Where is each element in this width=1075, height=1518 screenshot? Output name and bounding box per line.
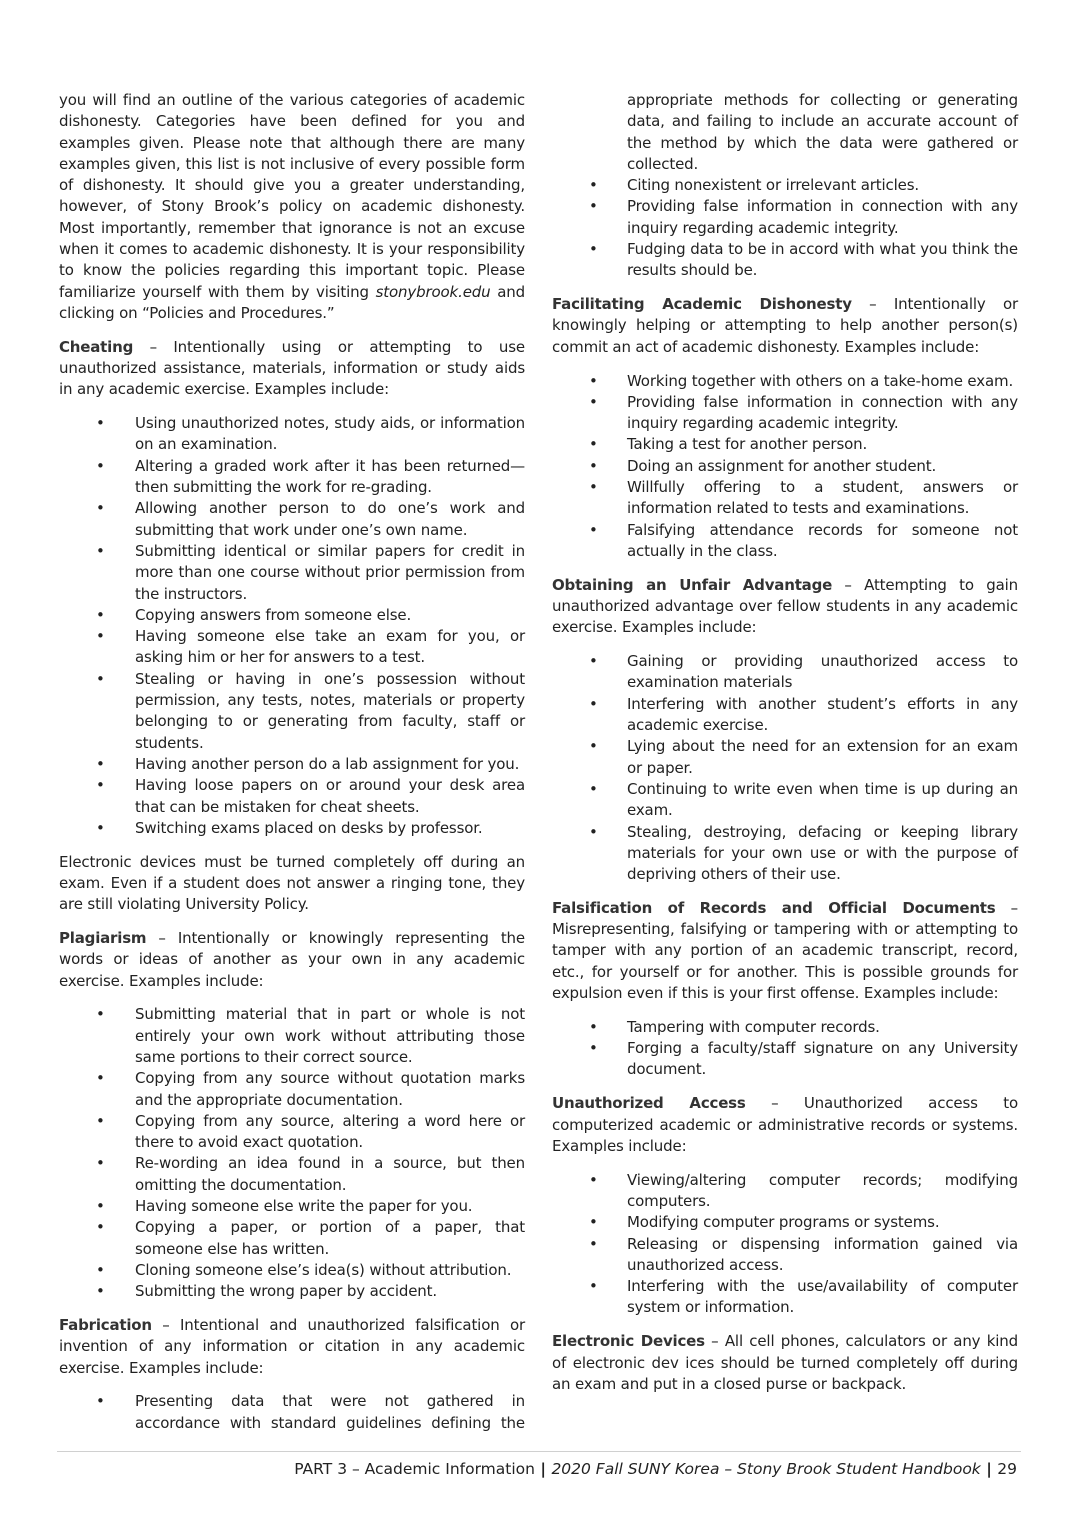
bullet-icon: • — [96, 1069, 105, 1088]
list-item-text: Altering a graded work after it has been returned—then submitting the work for re-grading. — [135, 456, 525, 497]
list-item — [59, 541, 525, 605]
falsification-list — [552, 1017, 1018, 1081]
bullet-icon: • — [589, 240, 598, 259]
list-item-text: Forging a faculty/staff signature on any University document. — [627, 1039, 1018, 1079]
list-item — [59, 1281, 525, 1302]
list-item: • Presenting data that were not gathered in accordance with standard guidelines defining the — [96, 1392, 525, 1432]
bullet-icon: • — [96, 605, 105, 624]
list-item-text: Allowing another person to do one’s work and submitting that work under one’s own name. — [135, 499, 525, 539]
list-item — [59, 775, 525, 818]
unauthorized-access-term: Unauthorized Access — [552, 1094, 746, 1113]
bullet-icon: • — [589, 392, 598, 411]
list-item-text: Re-wording an idea found in a source, but then omitting the documentation. — [135, 1154, 525, 1194]
list-item-text: Submitting identical or similar papers for credit in more than one course without prior permission from the instructors. — [135, 541, 525, 603]
list-item — [59, 1217, 525, 1260]
plagiarism-term: Plagiarism — [59, 928, 147, 947]
bullet-icon: • — [96, 1218, 105, 1237]
list-item — [552, 456, 1018, 477]
list-item-text: Modifying computer programs or systems. — [627, 1213, 940, 1232]
bullet-icon: • — [96, 456, 105, 475]
list-item-text: Continuing to write even when time is up during an exam. — [627, 779, 1018, 820]
list-item — [552, 779, 1018, 822]
bullet-icon: • — [96, 1197, 105, 1216]
bullet-icon: • — [96, 541, 105, 560]
bullet-icon: • — [96, 499, 105, 518]
list-item — [552, 239, 1018, 282]
list-item — [59, 626, 525, 669]
bullet-icon: • — [589, 478, 598, 497]
fabrication-list-start — [59, 1391, 525, 1434]
bullet-icon: • — [589, 1170, 598, 1189]
list-item — [552, 392, 1018, 435]
list-item-text: Providing false information in connection with any inquiry regarding academic integrity. — [627, 197, 1018, 237]
intro-paragraph: you will find an outline of the various categories of academic dishonesty. Categories have been defined for you and examples given. Please note that although there are many examples given, this list is not inclusive of every possible form of dishonesty. It should give you a greater understanding, however, of Stony Brook’s policy on academic dishonesty. Most importantly, remember that ignorance is not an excuse when it comes to academic dishonesty. It is your responsibility to know the policies regarding this important topic. Please familiarize yourself with them by visiting stonybrook.edu and clicking on “Policies and Procedures.” — [59, 91, 525, 322]
list-item-text: Fudging data to be in accord with what you think the results should be. — [627, 240, 1018, 280]
bullet-icon: • — [96, 669, 105, 688]
footer-separator: | — [534, 1460, 552, 1478]
footer-divider — [57, 1451, 1021, 1452]
footer-separator: | — [980, 1460, 998, 1478]
electronic-devices-definition: Electronic Devices – All cell phones, calculators or any kind of electronic dev ices should be turned completely off during an exam and put in a closed purse or backpack. — [552, 1332, 1018, 1393]
list-item — [552, 1038, 1018, 1081]
electronic-note: Electronic devices must be turned completely off during an exam. Even if a student does not answer a ringing tone, they are still violating University Policy. — [59, 852, 525, 914]
list-item-text: Stealing or having in one’s possession without permission, any tests, notes, materials or property belonging to or generating from faculty, staff or students. — [135, 669, 525, 752]
list-item-text: Gaining or providing unauthorized access to examination materials — [627, 652, 1018, 692]
list-item-text: Using unauthorized notes, study aids, or information on an examination. — [135, 414, 525, 454]
list-item-text: Submitting the wrong paper by accident. — [135, 1282, 437, 1301]
list-item-text: Having someone else write the paper for you. — [135, 1197, 473, 1216]
list-item-text: Switching exams placed on desks by professor. — [135, 818, 483, 837]
list-item — [552, 196, 1018, 239]
list-item — [59, 456, 525, 499]
bullet-icon: • — [96, 1392, 105, 1411]
bullet-icon: • — [589, 779, 598, 798]
bullet-icon: • — [96, 1111, 105, 1130]
unfair-advantage-list — [552, 651, 1018, 885]
fabrication-list-rest — [552, 175, 1018, 281]
right-column — [552, 90, 1018, 1408]
list-item-text: Submitting material that in part or whole is not entirely your own work without attributing those same portions to their correct source. — [135, 1005, 525, 1066]
list-item — [59, 1068, 525, 1111]
bullet-icon: • — [589, 435, 598, 454]
bullet-icon: • — [589, 1039, 598, 1058]
list-item — [552, 822, 1018, 886]
list-item-text: Copying a paper, or portion of a paper, that someone else has written. — [135, 1218, 525, 1258]
bullet-icon: • — [589, 176, 598, 195]
list-item-text: Having loose papers on or around your desk area that can be mistaken for cheat sheets. — [135, 776, 525, 816]
bullet-icon: • — [589, 520, 598, 539]
list-item-text: Having another person do a lab assignment for you. — [135, 754, 520, 773]
facilitating-list — [552, 371, 1018, 563]
bullet-icon: • — [589, 1017, 598, 1036]
list-item-text: Copying from any source, altering a word here or there to avoid exact quotation. — [135, 1111, 525, 1152]
footer-handbook-title: 2020 Fall SUNY Korea – Stony Brook Student Handbook — [551, 1460, 981, 1478]
facilitating-definition: Facilitating Academic Dishonesty – Intentionally or knowingly helping or attempting to help another person(s) commit an act of academic dishonesty. Examples include: — [552, 295, 1019, 356]
list-item — [59, 498, 525, 541]
list-item — [59, 818, 525, 839]
bullet-icon: • — [589, 822, 598, 841]
bullet-icon: • — [96, 1260, 105, 1279]
list-item-text: Working together with others on a take-home exam. — [627, 371, 1014, 390]
bullet-icon: • — [589, 456, 598, 475]
electronic-devices-term: Electronic Devices — [552, 1332, 705, 1351]
fabrication-definition: Fabrication – Intentional and unauthorized falsification or invention of any information or citation in any academic exercise. Examples include: — [59, 1316, 525, 1377]
bullet-icon: • — [589, 737, 598, 756]
fabrication-term: Fabrication — [59, 1316, 152, 1335]
bullet-icon: • — [589, 652, 598, 671]
list-item — [59, 1260, 525, 1281]
list-item — [59, 1196, 525, 1217]
list-item — [552, 694, 1018, 737]
list-item-text: Copying answers from someone else. — [135, 605, 412, 624]
list-item-text: Viewing/altering computer records; modifying computers. — [627, 1170, 1018, 1210]
list-item — [59, 1004, 525, 1068]
list-item-text: Doing an assignment for another student. — [627, 456, 937, 475]
bullet-icon: • — [589, 197, 598, 216]
list-item-text: Willfully offering to a student, answers or information related to tests and examinations. — [627, 478, 1018, 518]
fabrication-list-continued — [552, 90, 1018, 175]
list-item — [552, 1212, 1018, 1233]
list-item — [552, 1170, 1018, 1213]
bullet-icon: • — [96, 627, 105, 646]
plagiarism-list — [59, 1004, 525, 1302]
page-footer — [294, 1460, 1017, 1478]
list-item-text: Having someone else take an exam for you, or asking him or her for answers to a test. — [135, 627, 525, 667]
page-number: 29 — [997, 1460, 1017, 1478]
bullet-icon: • — [96, 754, 105, 773]
cheating-list — [59, 413, 525, 839]
list-item — [552, 1017, 1018, 1038]
bullet-icon: • — [96, 776, 105, 795]
list-item-continued: appropriate methods for collecting or generating data, and failing to include an accurate account of the method by which the data were gathered or collected. — [627, 91, 1018, 173]
falsification-definition: Falsification of Records and Official Documents – Misrepresenting, falsifying or tampering with or attempting to tamper with any portion of an academic transcript, record, etc., for yourself or for another. This is possible grounds for expulsion even if this is your first offense. Examples include: — [552, 898, 1018, 1003]
list-item-text: Falsifying attendance records for someone not actually in the class. — [627, 520, 1018, 560]
bullet-icon: • — [589, 371, 598, 390]
list-item-text: Providing false information in connection with any inquiry regarding academic integrity. — [627, 392, 1018, 433]
list-item-text: Taking a test for another person. — [627, 435, 868, 454]
list-item-text: Tampering with computer records. — [627, 1017, 880, 1036]
bullet-icon: • — [96, 818, 105, 837]
list-item-text: Interfering with another student’s efforts in any academic exercise. — [627, 694, 1018, 735]
plagiarism-definition: Plagiarism – Intentionally or knowingly representing the words or ideas of another as your own in any academic exercise. Examples include: — [59, 928, 525, 990]
unauthorized-access-list — [552, 1170, 1018, 1319]
list-item — [59, 669, 525, 754]
list-item — [552, 1234, 1018, 1277]
list-item-text: Cloning someone else’s idea(s) without attribution. — [135, 1260, 512, 1279]
list-item — [552, 371, 1018, 392]
footer-part: PART 3 – Academic Information — [294, 1460, 535, 1478]
list-item-text: Interfering with the use/availability of computer system or information. — [627, 1277, 1018, 1317]
bullet-icon: • — [96, 1282, 105, 1301]
bullet-icon: • — [589, 1234, 598, 1253]
bullet-icon: • — [589, 1213, 598, 1232]
list-item — [59, 413, 525, 456]
unfair-advantage-term: Obtaining an Unfair Advantage — [552, 575, 833, 594]
list-item — [552, 1276, 1018, 1319]
falsification-term: Falsification of Records and Official Documents — [552, 898, 996, 917]
list-item-text: Citing nonexistent or irrelevant articles. — [627, 176, 919, 195]
bullet-icon: • — [96, 1005, 105, 1024]
list-item — [552, 175, 1018, 196]
list-item-text: Stealing, destroying, defacing or keeping library materials for your own use or with the purpose of depriving others of their use. — [627, 822, 1018, 884]
bullet-icon: • — [589, 1277, 598, 1296]
list-item-text: Lying about the need for an extension for an exam or paper. — [627, 737, 1018, 777]
list-item — [552, 477, 1018, 520]
bullet-icon: • — [589, 694, 598, 713]
list-item — [552, 434, 1018, 455]
stonybrook-link[interactable]: stonybrook.edu — [375, 282, 491, 301]
list-item — [59, 1153, 525, 1196]
bullet-icon: • — [96, 414, 105, 433]
list-item — [59, 1111, 525, 1154]
list-item — [59, 754, 525, 775]
unfair-advantage-definition: Obtaining an Unfair Advantage – Attempting to gain unauthorized advantage over fellow students in any academic exercise. Examples include: — [552, 575, 1018, 637]
list-item — [552, 520, 1018, 563]
cheating-definition: Cheating – Intentionally using or attempting to use unauthorized assistance, materials, information or study aids in any academic exercise. Examples include: — [59, 337, 525, 399]
list-item — [552, 736, 1018, 779]
cheating-term: Cheating — [59, 337, 134, 356]
list-item — [59, 605, 525, 626]
unauthorized-access-definition: Unauthorized Access – Unauthorized access to computerized academic or administrative records or systems. Examples include: — [552, 1094, 1019, 1155]
list-item-text: Copying from any source without quotation marks and the appropriate documentation. — [135, 1069, 525, 1109]
list-item-text: Releasing or dispensing information gained via unauthorized access. — [627, 1234, 1018, 1274]
facilitating-term: Facilitating Academic Dishonesty — [552, 295, 852, 314]
list-item — [552, 651, 1018, 694]
left-column — [59, 90, 525, 1447]
bullet-icon: • — [96, 1154, 105, 1173]
